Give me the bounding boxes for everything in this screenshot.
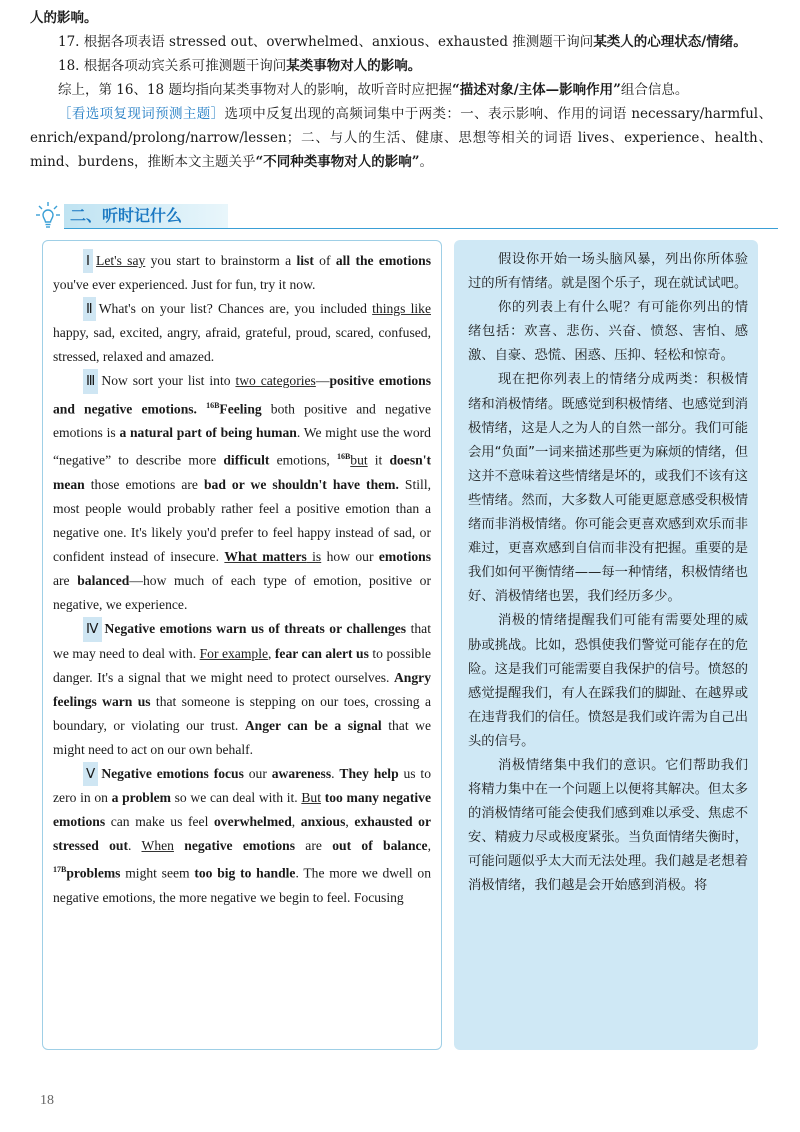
note-q18 (30, 54, 772, 78)
keyword: They help (339, 766, 399, 782)
translation-paragraph-4: 消极的情绪提醒我们可能有需要处理的威胁或挑战。比如，恐惧使我们警觉可能存在的危险。这是我们可能需要自我保护的信号。愤怒的感觉提醒我们，有人在踩我们的脚趾、在越界或在违背我们的信任。愤怒是我们或许需为自己出头的信号。 (468, 613, 748, 749)
note-q17-text: 17. 根据各项表语 stressed out、overwhelmed、anxious、exhausted 推测题干询问 (58, 34, 594, 50)
chinese-text (468, 248, 748, 899)
text: . (128, 838, 142, 854)
phrase: Let's say (96, 253, 146, 268)
phrase: is (306, 549, 322, 565)
paragraph-3 (53, 369, 431, 617)
text (174, 838, 184, 853)
keyword: too many negative emotions (53, 790, 431, 830)
phrase: When (141, 838, 174, 854)
tip-text: 选项中反复出现的高频词集中于两类：一、表示影响、作用的词语 necessary/harmful、enrich/expand/prolong/narrow/lessen；二、与人的生活、健康、思想等相关的词语 lives、experience、health、mind、burdens，推断本文主题关乎 (30, 106, 772, 170)
paragraph-number: Ⅳ (83, 617, 102, 641)
lightbulb-icon (34, 200, 64, 232)
keyword: positive emotions and negative emotions. (53, 373, 432, 417)
keyword: emotions (378, 549, 431, 565)
text: are (295, 838, 333, 854)
text: , (345, 814, 355, 830)
text: that we might need to act on our own behalf. (53, 717, 431, 757)
paragraph-number: Ⅰ (83, 249, 93, 273)
text: Still, most people would probably rather feel a positive emotion than a negative one. It's likely you'd prefer to feel happy instead of sad, or confident instead of insecure. (53, 476, 431, 565)
keyword: a problem (111, 790, 171, 806)
note-q17-bold: 某类人的心理状态/情绪。 (593, 34, 747, 50)
text: that we may need to deal with. (53, 621, 431, 661)
text: to possible danger. It's a signal that we might need to protect ourselves. (53, 645, 432, 685)
note-summary (30, 78, 772, 102)
keyword: doesn't mean (53, 452, 431, 492)
translation-paragraph-5: 消极情绪集中我们的意识。它们帮助我们将精力集中在一个问题上以便将其解决。但太多的消极情绪可能会使我们感到难以承受、焦虑不安、精疲力尽或极度紧张。当负面情绪失衡时，可能问题似乎太大而无法处理。我们越是老想着消极情绪，我们越是会开始感到消极。将 (468, 757, 748, 894)
text: you've ever experienced. Just for fun, try it now. (53, 277, 316, 293)
text: so we can deal with it. (170, 790, 302, 806)
tip-end: 。 (419, 154, 434, 170)
keyword: difficult (223, 452, 270, 468)
translation-paragraph-3: 现在把你列表上的情绪分成两类：积极情绪和消极情绪。既感觉到积极情绪、也感觉到消极情绪，这是人之为人的自然一部分。我们可能会用“负面”一词来描述那些更为麻烦的情绪，但这并不意味着这些情绪是坏的，或我们不该有这些情绪。然而，大多数人可能更愿意感受积极情绪而非消极情绪。你可能会更喜欢感到欢乐而非难过，更喜欢感到自信而非没有把握。重要的是我们如何平衡情绪——每一种情绪，积极情绪也好、消极情绪也罢，我们经历多少。 (468, 372, 748, 605)
keyword: balanced (77, 573, 130, 589)
keyword: Anger can be a signal (244, 717, 382, 733)
note-tip (30, 102, 772, 174)
phrase: For example (199, 645, 269, 661)
text: can make us feel (105, 814, 214, 830)
intro-notes (30, 6, 772, 174)
phrase: things like (372, 301, 431, 317)
section-header (34, 200, 778, 232)
text: —how much of each type of emotion, positive or negative, we experience. (53, 573, 431, 613)
phrase: But (301, 790, 321, 806)
text: might seem (120, 865, 195, 881)
text: both positive and negative emotions is (53, 401, 431, 441)
tip-tag: ［看选项复现词预测主题］ (58, 106, 225, 122)
keyword: a natural part of being human (119, 425, 297, 441)
note-q18-text: 18. 根据各项动宾关系可推测题干询问 (58, 58, 287, 74)
keyword: awareness (271, 766, 332, 782)
text: that someone is stepping on our toes, crossing a boundary, or violating our trust. (53, 693, 431, 733)
text: — (315, 373, 330, 389)
paragraph-4 (53, 617, 431, 762)
intro-line: 人的影响。 (30, 10, 98, 26)
paragraph-number: Ⅲ (83, 369, 98, 393)
text: . (331, 766, 340, 782)
keyword: list (296, 253, 314, 268)
question-marker: 16B (206, 400, 220, 410)
keyword: bad or we shouldn't have them. (203, 476, 399, 492)
text: of (313, 253, 336, 268)
text: are (53, 573, 78, 589)
translation-paragraph-2: 你的列表上有什么呢？有可能你列出的情绪包括：欢喜、悲伤、兴奋、愤怒、害怕、感激、自豪、恐慌、困惑、压抑、轻松和惊奇。 (468, 300, 748, 364)
keyword: negative emotions (184, 838, 295, 854)
text: us to zero in on (53, 766, 431, 806)
text: . The more we dwell on negative emotions, the more negative we begin to feel. Focusing (53, 865, 432, 906)
keyword: What matters (224, 549, 307, 565)
paragraph-2 (53, 297, 431, 369)
page-number: 18 (40, 1093, 54, 1108)
paragraph-1 (53, 249, 431, 297)
tip-bold: “不同种类事物对人的影响” (255, 154, 420, 170)
text: , (291, 814, 301, 830)
note-q18-bold: 某类事物对人的影响。 (286, 58, 422, 74)
paragraph-number: Ⅴ (83, 762, 98, 786)
keyword: out of balance (332, 838, 428, 854)
section-rule (64, 228, 778, 229)
text: emotions, (269, 452, 337, 468)
text: , (268, 645, 275, 661)
chinese-translation-panel (454, 240, 758, 1050)
keyword: overwhelmed (213, 814, 292, 830)
translation-paragraph-1: 假设你开始一场头脑风暴，列出你所体验过的所有情绪。就是图个乐子，现在就试试吧。 (468, 252, 748, 292)
text: . We might use the word “negative” to describe more (53, 425, 431, 468)
text: happy, sad, excited, angry, afraid, grateful, proud, scared, confused, stressed, relaxed and amazed. (53, 325, 431, 365)
text: how our (321, 549, 379, 565)
keyword: fear can alert us (274, 645, 369, 661)
text: you start to brainstorm a (145, 253, 297, 268)
english-text (53, 249, 431, 910)
summary-bold: “描述对象/主体—影响作用” (451, 82, 621, 98)
text: Now sort your list into (101, 373, 236, 389)
text: our (243, 766, 272, 782)
summary-end: 组合信息。 (620, 82, 689, 98)
english-passage-panel (42, 240, 442, 1050)
keyword: anxious (300, 814, 346, 830)
question-marker: 17B (53, 865, 67, 875)
text: , (427, 838, 431, 854)
text: those emotions are (84, 476, 204, 492)
section-title: 二、听时记什么 (70, 206, 183, 225)
phrase: but (350, 452, 368, 468)
note-q17 (30, 30, 772, 54)
keyword: all the emotions (335, 253, 432, 268)
keyword: Negative emotions focus (101, 766, 244, 782)
keyword: Angry feelings warn us (53, 669, 431, 709)
paragraph-5 (53, 762, 431, 910)
keyword: Feeling (219, 401, 262, 417)
keyword: exhausted or stressed out (53, 814, 432, 854)
keyword: problems (66, 865, 121, 881)
keyword: too big to handle (194, 865, 296, 881)
summary-text: 综上，第 16、18 题均指向某类事物对人的影响，故听音时应把握 (58, 82, 452, 98)
text: What's on your list? Chances are, you included (98, 301, 373, 317)
paragraph-number: Ⅱ (83, 297, 96, 321)
question-marker: 16B (336, 452, 351, 462)
text: it (367, 452, 390, 468)
keyword: Negative emotions warn us of threats or challenges (104, 621, 407, 637)
phrase: two categories (235, 373, 316, 389)
